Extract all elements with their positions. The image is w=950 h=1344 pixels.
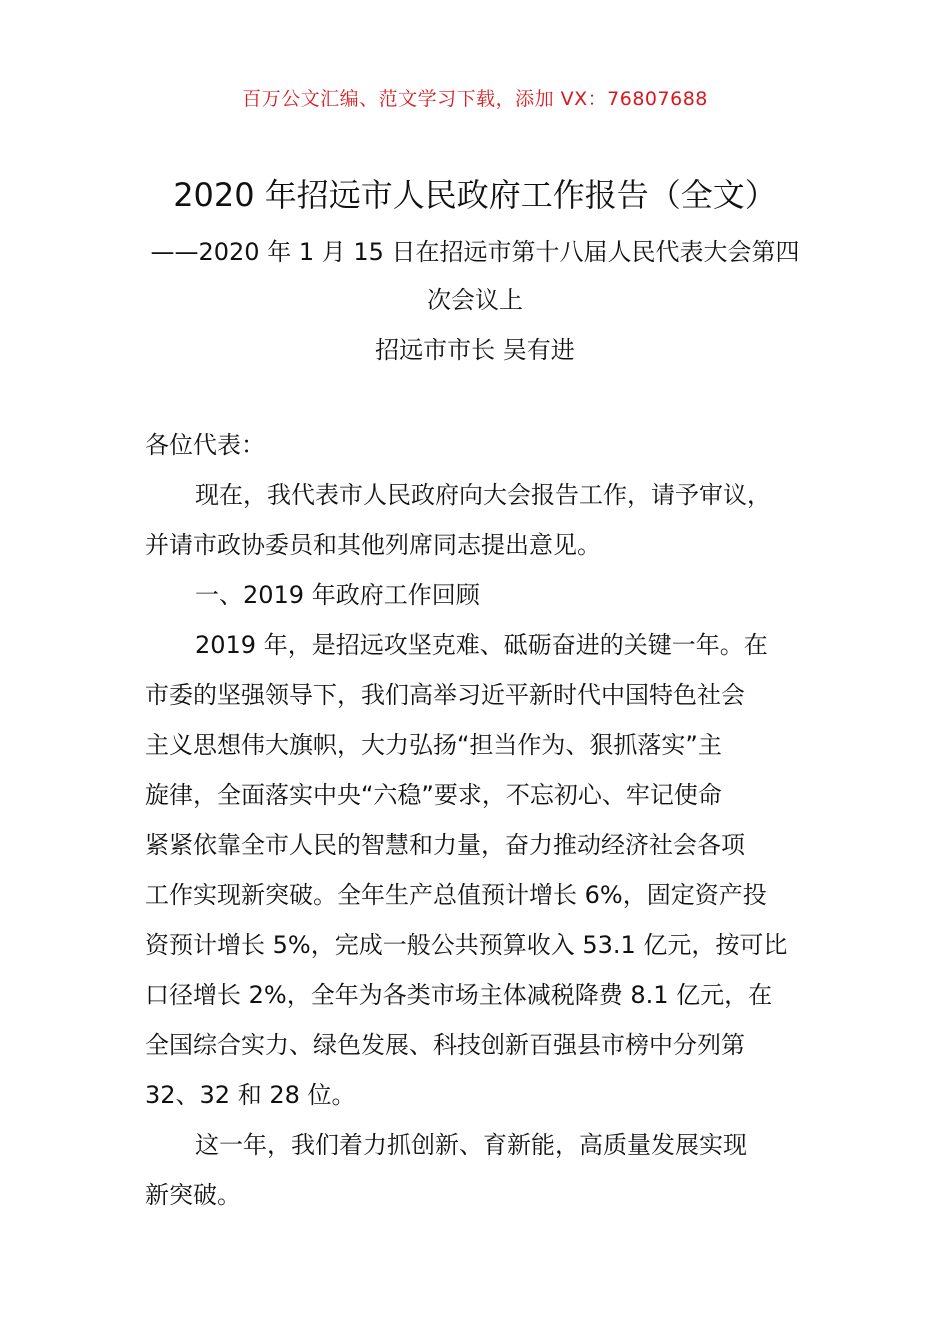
paragraph-2-line-6: 工作实现新突破。全年生产总值预计增长 6%，固定资产投: [145, 881, 767, 909]
document-body: [145, 420, 805, 1220]
author-line: 招远市市长 吴有进: [375, 336, 575, 364]
paragraph-2-line-1: 2019 年，是招远攻坚克难、砥砺奋进的关键一年。在: [195, 631, 768, 659]
section-heading-1: 一、2019 年政府工作回顾: [195, 581, 480, 609]
greeting: 各位代表：: [145, 431, 265, 459]
paragraph-1-line-2: 并请市政协委员和其他列席同志提出意见。: [145, 531, 601, 559]
paragraph-3-line-2: 新突破。: [145, 1181, 241, 1209]
paragraph-2-line-8: 口径增长 2%，全年为各类市场主体减税降费 8.1 亿元，在: [145, 981, 773, 1009]
subtitle-line-2: 次会议上: [427, 286, 523, 314]
paragraph-2-line-3: 主义思想伟大旗帜，大力弘扬“担当作为、狠抓落实”主: [145, 731, 722, 759]
paragraph-2-line-7: 资预计增长 5%，完成一般公共预算收入 53.1 亿元，按可比: [145, 931, 788, 959]
paragraph-3-line-1: 这一年，我们着力抓创新、育新能，高质量发展实现: [195, 1131, 747, 1159]
paragraph-2-line-10: 32、32 和 28 位。: [145, 1081, 356, 1109]
subtitle-line-1: ——2020 年 1 月 15 日在招远市第十八届人民代表大会第四: [150, 238, 800, 266]
paragraph-2-line-9: 全国综合实力、绿色发展、科技创新百强县市榜中分列第: [145, 1031, 745, 1059]
document-title: 2020 年招远市人民政府工作报告（全文）: [173, 176, 777, 214]
paragraph-1-line-1: 现在，我代表市人民政府向大会报告工作，请予审议，: [195, 481, 771, 509]
paragraph-2-line-4: 旋律，全面落实中央“六稳”要求，不忘初心、牢记使命: [145, 781, 722, 809]
paragraph-2-line-5: 紧紧依靠全市人民的智慧和力量，奋力推动经济社会各项: [145, 831, 745, 859]
paragraph-2-line-2: 市委的坚强领导下，我们高举习近平新时代中国特色社会: [145, 681, 745, 709]
watermark-banner: 百万公文汇编、范文学习下载，添加 VX：76807688: [242, 88, 708, 110]
